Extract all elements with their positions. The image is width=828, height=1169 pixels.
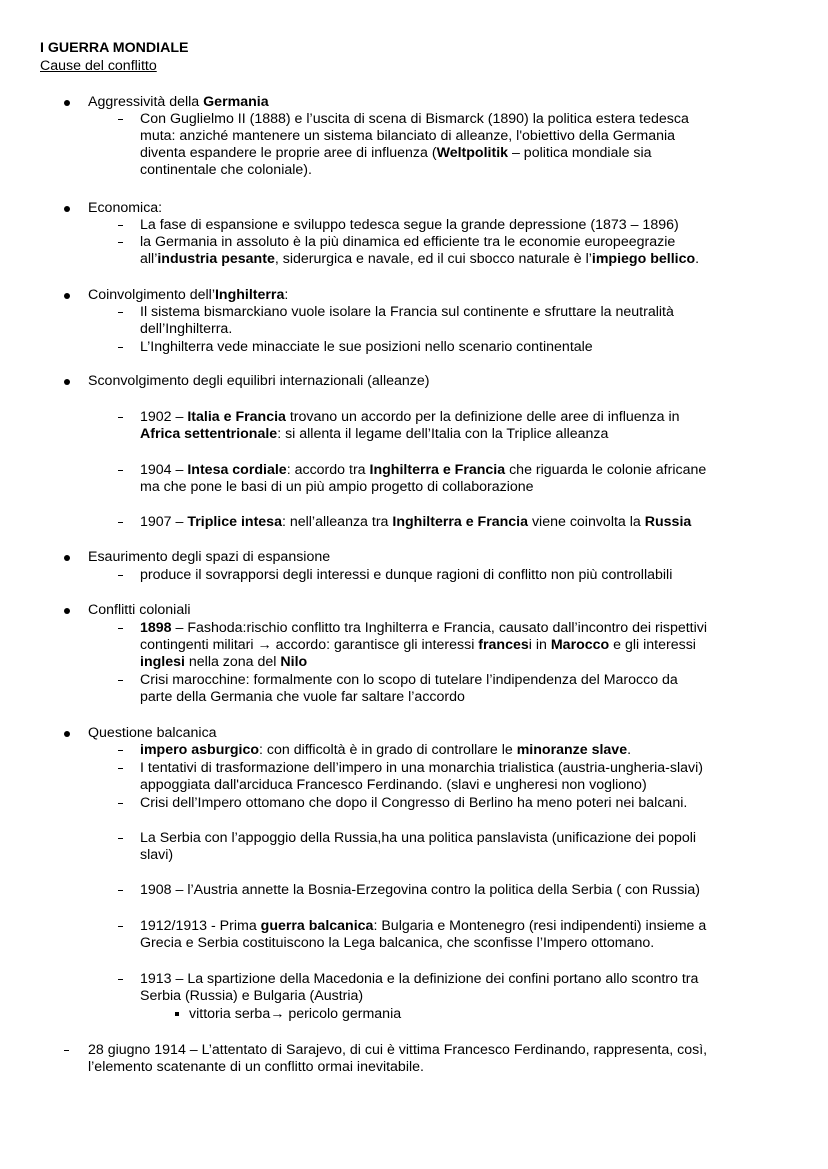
dash-icon (118, 234, 128, 251)
section-heading-economica: Economica: (88, 200, 163, 216)
section-heading-inghilterra: Coinvolgimento dell’Inghilterra: (88, 287, 289, 303)
bullet-icon (64, 602, 72, 619)
bullet-icon (64, 287, 72, 304)
list-item: 1913 – La spartizione della Macedonia e la definizione dei confini portano allo scontro tra Serbia (Russia) e Bulgaria (Austria) (140, 971, 699, 1004)
section-heading-germania: Aggressività della Germania (88, 94, 269, 110)
list-item: Con Guglielmo II (1888) e l’uscita di scena di Bismarck (1890) la politica estera tedesca muta: anziché mantenere un sistema bilanciato di alleanze, l'obiettivo della Germania diventa espandere le proprie aree di influenza (Weltpolitik – politica mondiale sia continentale che coloniale). (140, 111, 689, 178)
list-item: Il sistema bismarckiano vuole isolare la Francia sul continente e sfruttare la neutralità dell’Inghilterra. (140, 304, 674, 337)
list-item: La Serbia con l’appoggio della Russia,ha una politica panslavista (unificazione dei popoli slavi) (140, 830, 697, 863)
section-heading-alleanze: Sconvolgimento degli equilibri internazionali (alleanze) (88, 373, 430, 389)
list-item: 1912/1913 - Prima guerra balcanica: Bulgaria e Montenegro (resi indipendenti) insieme a Grecia e Serbia costituiscono la Lega balcanica, che sconfisse l’Impero ottomano. (140, 918, 707, 951)
list-item: L’Inghilterra vede minacciate le sue posizioni nello scenario continentale (140, 339, 593, 355)
dash-icon (118, 918, 128, 935)
list-item: I tentativi di trasformazione dell’impero in una monarchia trialistica (austria-ungheria-slavi) appoggiata dall'arciduca Francesco Ferdinando. (slavi e ungheresi non vogliono) (140, 760, 704, 793)
list-item: 1907 – Triplice intesa: nell’alleanza tra Inghilterra e Francia viene coinvolta la Russia (140, 514, 692, 530)
bullet-icon (64, 200, 72, 217)
section-heading-balcanica: Questione balcanica (88, 725, 217, 741)
section-heading-coloniali: Conflitti coloniali (88, 602, 191, 618)
list-item: La fase di espansione e sviluppo tedesca segue la grande depressione (1873 – 1896) (140, 217, 679, 233)
bullet-icon (64, 725, 72, 742)
list-item: impero asburgico: con difficoltà è in grado di controllare le minoranze slave. (140, 742, 632, 758)
page-title: I GUERRA MONDIALE (40, 40, 189, 56)
bullet-icon (64, 373, 72, 390)
list-item: 1902 – Italia e Francia trovano un accordo per la definizione delle aree di influenza in Africa settentrionale: si allenta il legame dell’Italia con la Triplice alleanza (140, 409, 680, 442)
section-heading-espansione: Esaurimento degli spazi di espansione (88, 549, 331, 565)
list-item: 1908 – l’Austria annette la Bosnia-Erzegovina contro la politica della Serbia ( con Russia) (140, 882, 700, 898)
dash-icon (118, 409, 128, 426)
sub-list-item: vittoria serba→ pericolo germania (189, 1006, 402, 1022)
bullet-icon (64, 549, 72, 566)
dash-icon (118, 567, 128, 584)
dash-icon (118, 795, 128, 812)
list-item: Crisi dell’Impero ottomano che dopo il Congresso di Berlino ha meno poteri nei balcani. (140, 795, 688, 811)
dash-icon (118, 882, 128, 899)
list-item: Crisi marocchine: formalmente con lo scopo di tutelare l’indipendenza del Marocco da parte della Germania che vuole far saltare l’accordo (140, 672, 678, 705)
dash-icon (118, 111, 128, 128)
dash-icon (64, 1042, 74, 1059)
dash-icon (118, 742, 128, 759)
page-subtitle: Cause del conflitto (40, 58, 157, 74)
dash-icon (118, 830, 128, 847)
dash-icon (118, 304, 128, 321)
list-item: produce il sovrapporsi degli interessi e dunque ragioni di conflitto non più controllabili (140, 567, 673, 583)
dash-icon (118, 971, 128, 988)
bullet-icon (64, 94, 72, 111)
dash-icon (118, 462, 128, 479)
square-bullet-icon (175, 1006, 183, 1023)
list-item: la Germania in assoluto è la più dinamica ed efficiente tra le economie europeegrazie all’industria pesante, siderurgica e navale, ed il cui sbocco naturale è l’impiego bellico. (140, 234, 700, 267)
dash-icon (118, 514, 128, 531)
dash-icon (118, 672, 128, 689)
list-item: 1904 – Intesa cordiale: accordo tra Inghilterra e Francia che riguarda le colonie africane ma che pone le basi di un più ampio progetto di collaborazione (140, 462, 707, 495)
dash-icon (118, 760, 128, 777)
dash-icon (118, 339, 128, 356)
list-item: 1898 – Fashoda:rischio conflitto tra Inghilterra e Francia, causato dall’incontro dei rispettivi contingenti militari → accordo: garantisce gli interessi francesi in Marocco e gli interessi inglesi nella zona del Nilo (140, 620, 708, 670)
final-item: 28 giugno 1914 – L’attentato di Sarajevo, di cui è vittima Francesco Ferdinando, rappresenta, così, l’elemento scatenante di un conflitto ormai inevitabile. (88, 1042, 708, 1075)
dash-icon (118, 217, 128, 234)
dash-icon (118, 620, 128, 637)
